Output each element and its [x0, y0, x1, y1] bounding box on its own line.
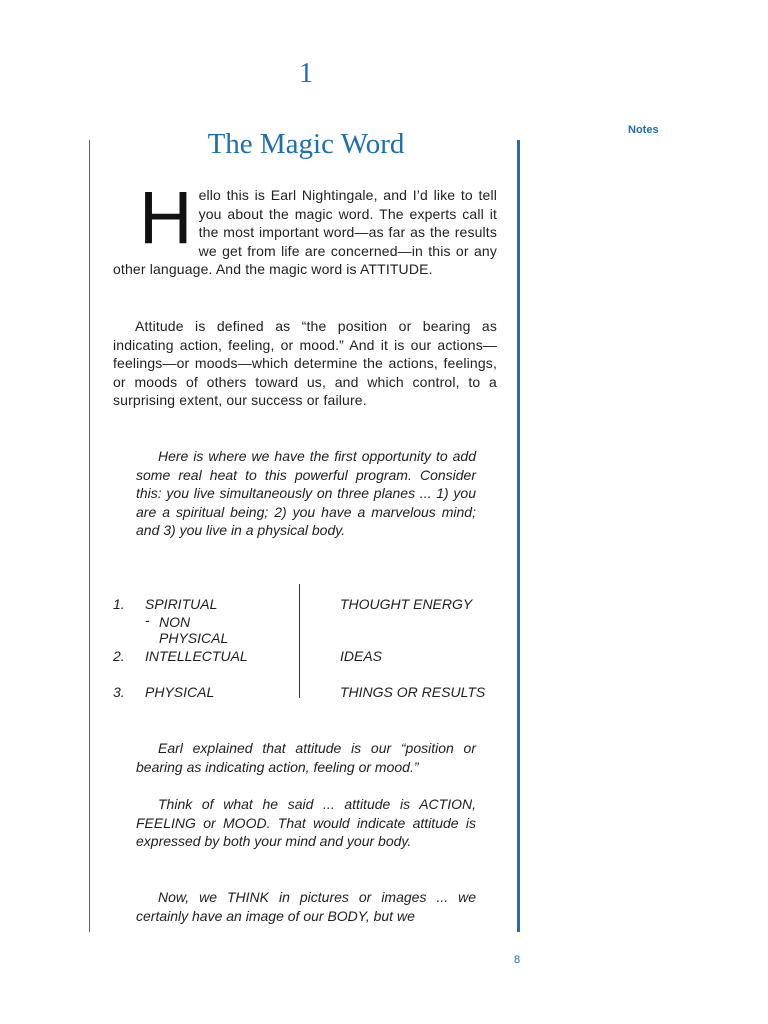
plane-label: PHYSICAL — [145, 684, 215, 700]
plane-value: IDEAS — [340, 648, 383, 664]
left-margin-rule — [89, 140, 90, 932]
notes-label: Notes — [628, 124, 659, 136]
plane-number: 3. — [113, 684, 125, 700]
plane-number: 2. — [113, 648, 125, 664]
planes-table-divider — [299, 584, 300, 698]
page-number: 8 — [514, 954, 521, 966]
intro-text: ello this is Earl Nightingale, and I’d like to tell you about the magic word. The experts call it the most important word—as far as the results we get from life are concerned—in this or any other language. And the magic word is ATTITUDE. — [113, 187, 497, 278]
italic-paragraph-action: Think of what he said ... attitude is ACTION, FEELING or MOOD. That would indicate attitude is expressed by both your mind and your body. — [136, 796, 476, 850]
plane-label-continued: NON PHYSICAL — [159, 614, 229, 646]
chapter-title: The Magic Word — [207, 128, 405, 160]
definition-paragraph: Attitude is defined as “the position or bearing as indicating action, feeling, or mood.” And it is our actions—feelings—or moods—which determine the actions, feelings, or moods of others toward us, and which control, to a surprising extent, our success or failure. — [113, 318, 497, 409]
plane-label: INTELLECTUAL — [145, 648, 248, 664]
italic-paragraph-images: Now, we THINK in pictures or images ... we certainly have an image of our BODY, but we — [136, 889, 476, 924]
italic-paragraph-planes: Here is where we have the first opportunity to add some real heat to this powerful program. Consider this: you live simultaneously on three planes ... 1) you are a spiritual being; 2) you have a marvelous mind; and 3) you live in a physical body. — [136, 448, 476, 539]
drop-cap: H — [139, 176, 193, 259]
italic-paragraph-attitude: Earl explained that attitude is our “position or bearing as indicating action, feeling or mood.” — [136, 740, 476, 775]
plane-value: THINGS OR RESULTS — [340, 684, 486, 700]
right-margin-rule — [517, 140, 520, 932]
plane-value: THOUGHT ENERGY — [340, 596, 473, 612]
plane-number: 1. — [113, 596, 125, 612]
chapter-number: 1 — [299, 58, 313, 89]
intro-paragraph — [113, 176, 497, 279]
plane-label: SPIRITUAL - — [145, 596, 218, 628]
